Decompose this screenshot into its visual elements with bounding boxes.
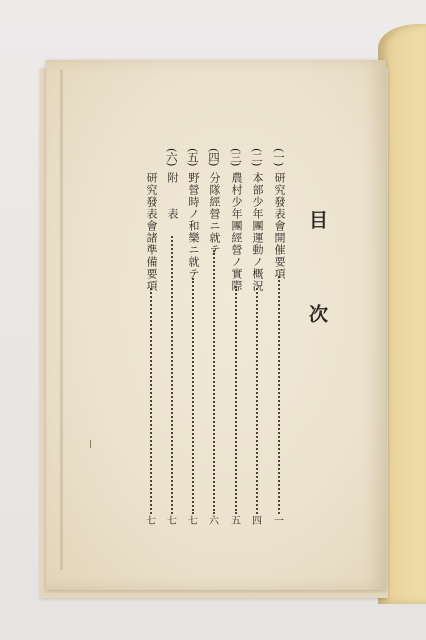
toc-entry-label: 野營時ノ和樂ニ就テ xyxy=(187,172,200,280)
toc-entry-label: 研究發表會諸準備要項 xyxy=(145,172,158,292)
toc-entry-page: 六 xyxy=(209,516,219,527)
leader-dots xyxy=(278,276,280,514)
toc-entry-page: 一 xyxy=(274,516,284,527)
leader-dots xyxy=(213,250,215,514)
toc-entry-3 xyxy=(227,148,245,532)
toc-entry-page: 五 xyxy=(231,516,241,527)
toc-entry-6 xyxy=(163,148,181,532)
toc-entry-label: 研究發表會開催要項 xyxy=(273,172,286,280)
toc-entry-number: (二) xyxy=(250,148,264,166)
toc-entry-number: (一) xyxy=(272,148,286,166)
page-title: 目 次 xyxy=(306,210,328,351)
toc-entry-1 xyxy=(270,148,288,532)
toc-entry-7 xyxy=(142,148,160,532)
toc-entry-label: 附 表 xyxy=(166,172,179,220)
toc-entry-label: 本部少年團運動ノ概況 xyxy=(251,172,264,292)
toc-entry-page: 七 xyxy=(188,516,198,527)
toc-entry-number: (三) xyxy=(229,148,243,166)
toc-entry-number: (四) xyxy=(207,148,221,166)
leader-dots xyxy=(171,236,173,514)
toc-entry-page: 四 xyxy=(252,516,262,527)
toc-entry-number: (六) xyxy=(165,148,179,166)
toc-entry-page: 七 xyxy=(146,516,156,527)
binding-shadow xyxy=(60,70,63,570)
toc-entry-2 xyxy=(248,148,266,532)
toc-entry-5 xyxy=(184,148,202,532)
toc-entry-4 xyxy=(205,148,223,532)
page-mark xyxy=(90,440,91,448)
leader-dots xyxy=(150,288,152,514)
leader-dots xyxy=(235,286,237,514)
leader-dots xyxy=(192,278,194,514)
leader-dots xyxy=(256,288,258,514)
toc-entry-page: 七 xyxy=(167,516,177,527)
toc-entry-number: (五) xyxy=(186,148,200,166)
toc-entry-label: 分隊經營ニ就テ xyxy=(208,172,221,256)
toc-entry-label: 農村少年團經營ノ實際 xyxy=(230,172,243,292)
